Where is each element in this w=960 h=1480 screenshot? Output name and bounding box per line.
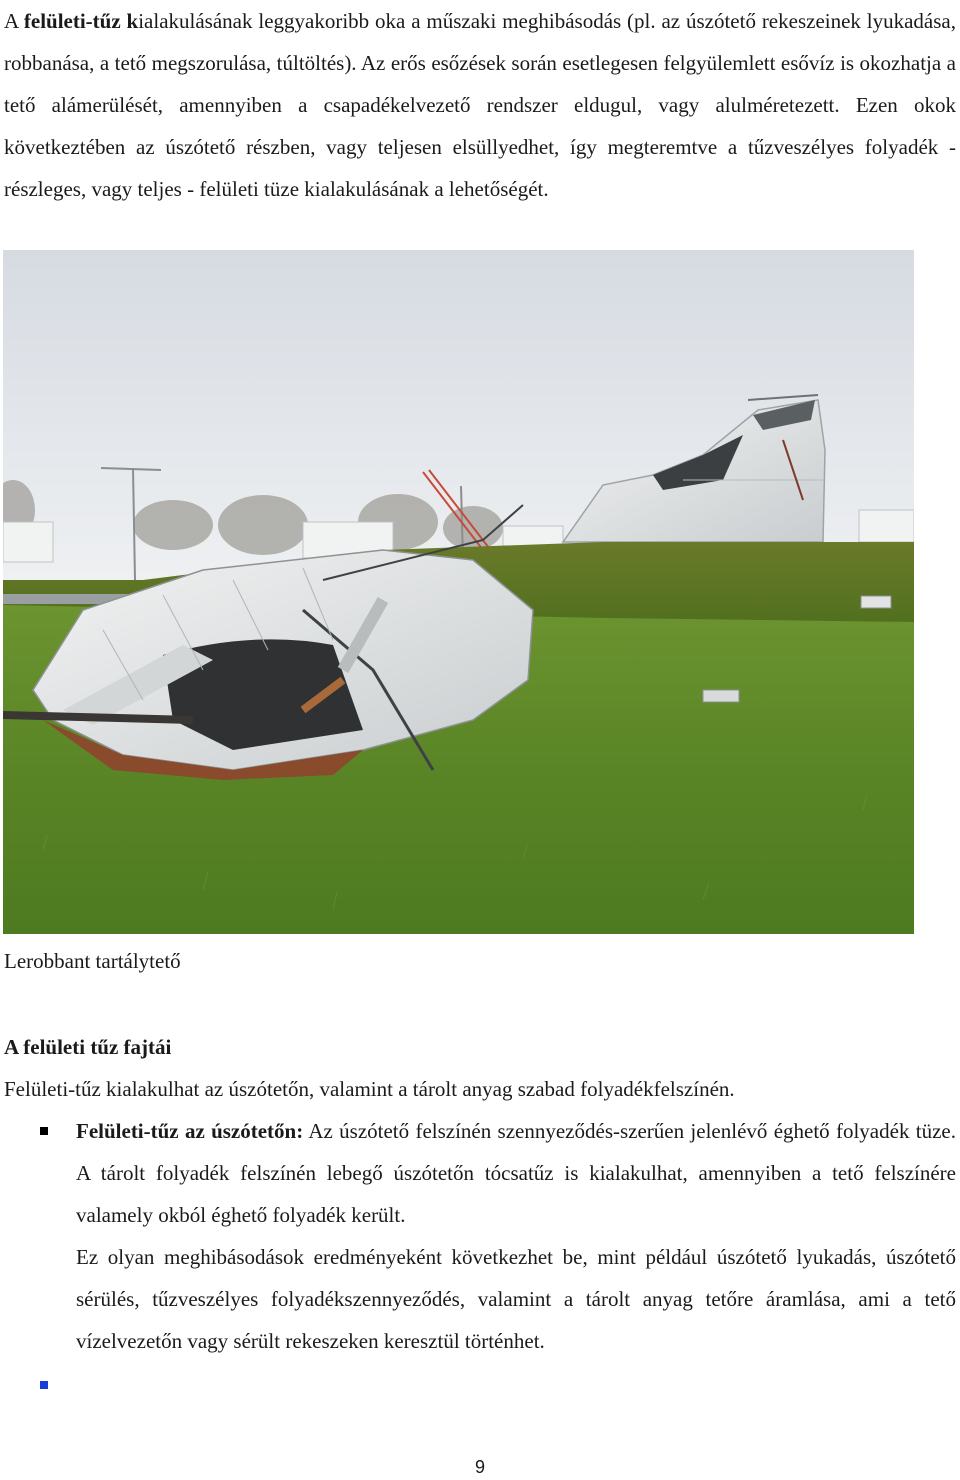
list-item-text: Az úszótető felszínén szennyeződés-szerűen jelenlévő éghető folyadék tüze. A tárolt folyadék felszínén lebegő úszótetőn tócsatűz is kialakulhat, amennyiben a tető felszínére valamely okból éghető folyadék került.: [76, 1119, 956, 1227]
list-item-continuation: Ez olyan meghibásodások eredményeként következhet be, mint például úszótető lyukadás, úszótető sérülés, tűzveszélyes folyadékszennyeződés, valamint a tárolt anyag tetőre áramlása, ami a tető vízelvezetőn vagy sérült rekeszeken keresztül történhet.: [76, 1245, 956, 1353]
body-paragraph: [4, 0, 956, 210]
para-lead-a: A: [4, 9, 24, 33]
damaged-tank-roof-photo: [3, 250, 914, 934]
list-item-roof-fire: [76, 1110, 956, 1236]
para-text: ialakulásának leggyakoribb oka a műszaki meghibásodás (pl. az úszótető rekeszeinek lyukadása, robbanása, a tető megszorulása, túltöltés). Az erős esőzések során esetlegesen felgyülemlett esővíz is okozhatja a tető alámerülését, amennyiben a csapadékelvezető rendszer eldugul, vagy alulméretezett. Ezen okok következtében az úszótető részben, vagy teljesen elsüllyedhet, így megteremtve a tűzveszélyes folyadék - részleges, vagy teljes - felületi tüze kialakulásának a lehetőségét.: [4, 9, 956, 201]
bullet-square-icon-empty: [40, 1381, 48, 1389]
list-item-label: Felületi-tűz az úszótetőn:: [76, 1119, 304, 1143]
intro-sentence: Felületi-tűz kialakulhat az úszótetőn, valamint a tárolt anyag szabad folyadékfelszínén.: [4, 1077, 735, 1101]
para-lead-bold-k: k: [126, 9, 139, 33]
photo-caption: Lerobbant tartálytető: [4, 949, 181, 973]
para-lead-bold: felületi-tűz: [23, 9, 121, 33]
section-heading: A felületi tűz fajtái: [4, 1035, 172, 1059]
bullet-square-icon: [40, 1127, 48, 1135]
page-number: 9: [474, 1457, 485, 1477]
